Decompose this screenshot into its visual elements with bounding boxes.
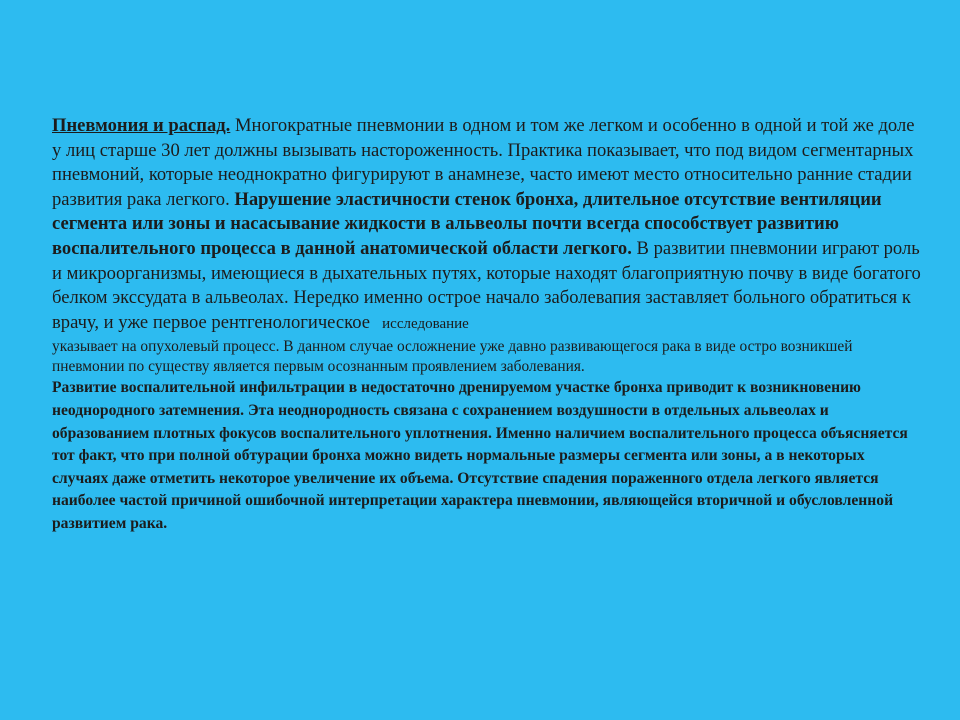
- continuation-text: В развитии пневмонии играют роль и микроорганизмы, имеющиеся в дыхательных путях, которые находят благоприятную почву в виде богатого белком экссудата в альвеолах. Нередко именно острое начало заболевапия заставляет больного обратиться к врачу, и уже первое рентгенологическое: [52, 237, 921, 333]
- slide-text-block: [52, 114, 924, 536]
- intro-text: Многократные пневмонии в одном и том же легком и особенно в одной и той же доле у лиц старше 30 лет должны вызывать настороженность. Практика показывает, что под видом сегментарных пневмоний, которые неоднократно фигурируют в анамнезе, часто имеют место относительно ранние стадии развития рака легкого.: [52, 115, 915, 210]
- section-title: Пневмония и распад.: [52, 115, 231, 136]
- paragraph-bold-summary: Развитие воспалительной инфильтрации в недостаточно дренируемом участке бронха приводит к возникновению неоднородного затемнения. Эта неоднородность связана с сохранением воздушности в отдельных альвеолах и образованием плотных фокусов воспалительного уплотнения. Именно наличием воспалительного процесса объясняется тот факт, что при полной обтурации бронха можно видеть нормальные размеры сегмента или зоны, а в некоторых случаях даже отметить некоторое увеличение их объема. Отсутствие спадения пораженного отдела легкого является наиболее частой причиной ошибочной интерпретации характера пневмонии, являющейся вторичной и обусловленной развитием рака.: [52, 379, 908, 532]
- tail-small-text: исследование: [374, 315, 469, 332]
- paragraph-intro: [52, 114, 924, 336]
- paragraph-continuation: указывает на опухолевый процесс. В данном случае осложнение уже давно развивающегося рака в виде остро возникшей пневмонии по существу является первым осознанным проявлением заболевания.: [52, 338, 853, 376]
- bold-highlight-text: Нарушение эластичности стенок бронха, длительное отсутствие вентиляции сегмента или зоны и насасывание жидкости в альвеолы почти всегда способствует развитию воспалительного процесса в данной анатомической области легкого.: [52, 188, 882, 259]
